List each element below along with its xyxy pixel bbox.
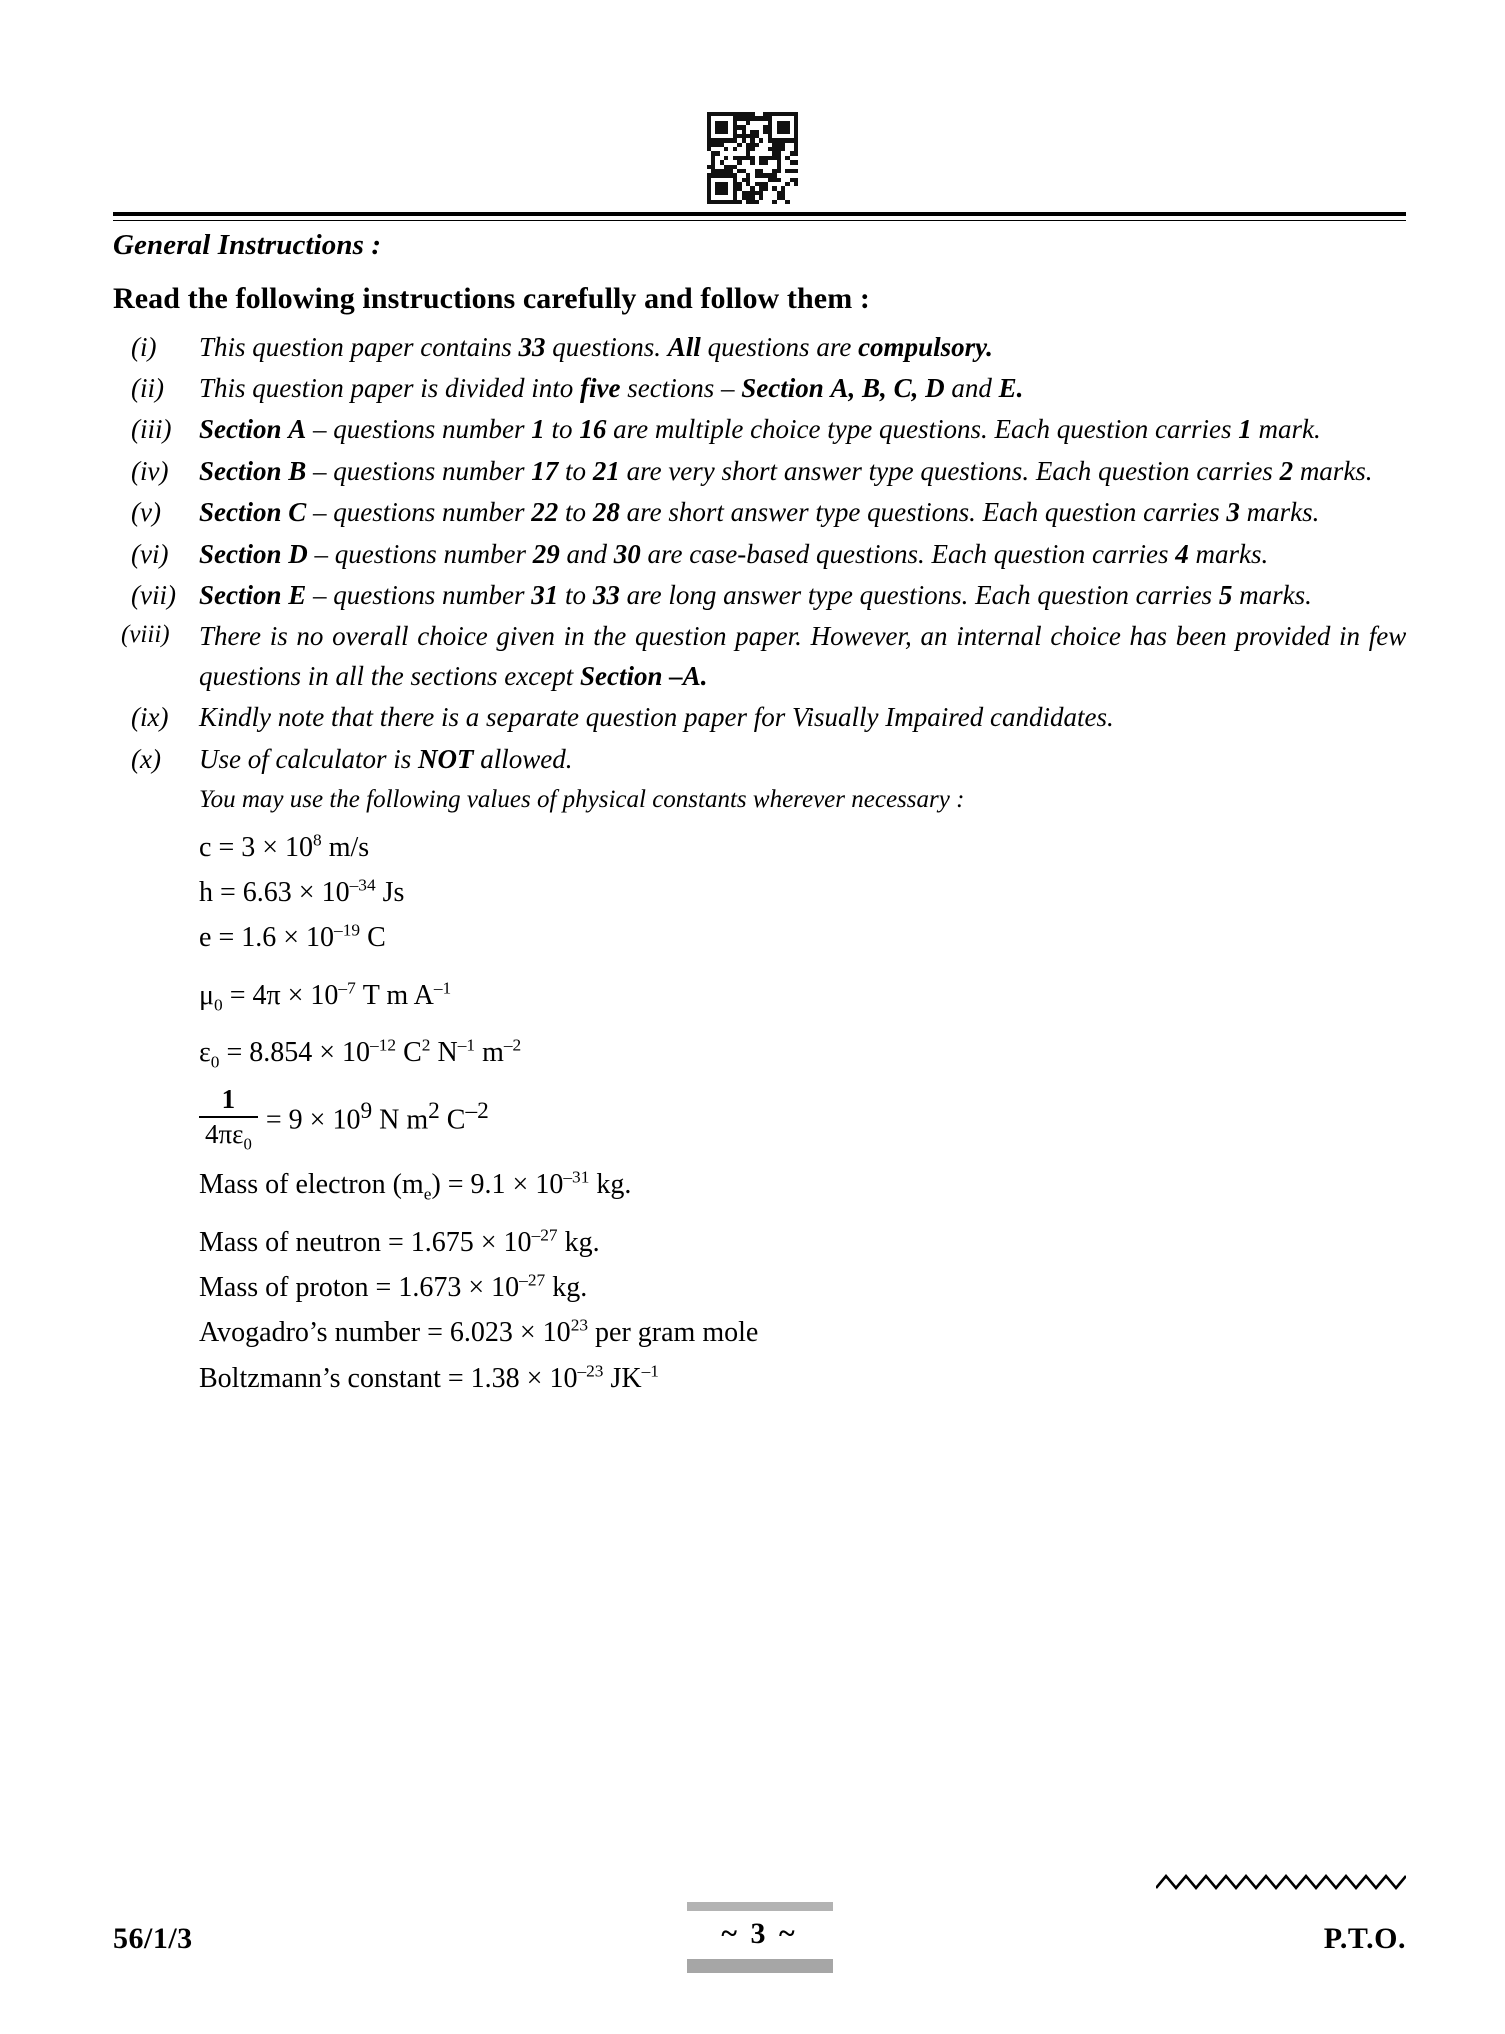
emphasis: –A. xyxy=(669,660,708,691)
fraction-numerator: 1 xyxy=(221,1084,236,1115)
constant-unit-exponent: –2 xyxy=(465,1098,489,1125)
constant-elementary-charge xyxy=(199,915,1406,960)
constant-avogadro-number: Avogadro’s number = $6.023 \times 10^{23}$ per gram mole xyxy=(199,1315,759,1349)
instruction-marker: (i) xyxy=(131,331,157,362)
instruction-item xyxy=(113,698,1406,737)
instruction-marker: (x) xyxy=(131,743,161,774)
instructions-list xyxy=(113,328,1406,779)
constant-unit-exponent: –2 xyxy=(503,1035,522,1055)
emphasis: 16 xyxy=(579,414,607,445)
emphasis: 21 xyxy=(592,455,620,486)
instruction-item xyxy=(113,452,1406,491)
emphasis: All xyxy=(667,331,701,362)
constant-subscript: 0 xyxy=(210,1052,220,1072)
constant-exponent: –27 xyxy=(531,1225,558,1245)
qr-code-container xyxy=(0,112,1505,204)
emphasis: 29 xyxy=(532,538,560,569)
instruction-marker: (vi) xyxy=(131,538,169,569)
instruction-text: Use of calculator is NOT allowed. xyxy=(199,743,573,774)
constant-exponent: –12 xyxy=(370,1035,397,1055)
fraction-denominator-subscript: 0 xyxy=(243,1134,252,1154)
page-number-bar-top xyxy=(687,1902,833,1911)
constant-unit: kg. xyxy=(557,1226,600,1258)
emphasis: Section xyxy=(579,660,663,691)
emphasis: A, xyxy=(830,373,856,404)
emphasis: five xyxy=(580,373,621,404)
page-title: General Instructions : xyxy=(113,229,382,261)
emphasis: 3 xyxy=(1226,497,1240,528)
constant-unit: JK xyxy=(603,1362,642,1394)
instruction-item xyxy=(113,576,1406,615)
emphasis: NOT xyxy=(418,743,474,774)
constant-permittivity xyxy=(199,1030,1406,1075)
instruction-item xyxy=(113,740,1406,779)
constant-value: = 3 × 10 xyxy=(218,831,314,863)
instruction-item xyxy=(113,535,1406,574)
constant-symbol: μ xyxy=(199,979,215,1011)
emphasis: D xyxy=(288,538,308,569)
constant-value: = 8.854 × 10 xyxy=(226,1037,371,1069)
constant-unit: C xyxy=(360,922,386,954)
constants-intro: You may use the following values of physical constants wherever necessary : xyxy=(199,786,965,814)
constant-unit: per gram mole xyxy=(588,1317,759,1349)
instruction-text: Section D – questions number 29 and 30 are case-based questions. Each question carries 4 marks. xyxy=(199,538,1269,569)
instructions-subheading: Read the following instructions carefully and follow them : xyxy=(113,282,870,316)
qr-code-icon xyxy=(707,112,799,204)
emphasis: Section xyxy=(199,538,282,569)
constant-unit: m xyxy=(475,1037,504,1069)
instruction-marker: (iii) xyxy=(131,414,172,445)
fraction-denominator xyxy=(199,1118,258,1154)
constant-exponent: –23 xyxy=(577,1361,604,1381)
coulomb-value: = $9 \times 10^9$ N $m^2$ $C^{-2}$ xyxy=(265,1098,489,1136)
constant-permeability xyxy=(199,973,1406,1018)
constant-symbol: ε xyxy=(199,1037,211,1069)
emphasis: Section xyxy=(199,497,282,528)
constant-mass-of-neutron: Mass of neutron = $1.675 \times 10^{-27}$ kg. xyxy=(199,1225,600,1258)
constant-mass-of-electron: Mass of electron $(m_e) = 9.1 \times 10^{-31}$ kg. xyxy=(199,1167,632,1204)
instruction-text: Section E – questions number 31 to 33 are long answer type questions. Each question carries 5 marks. xyxy=(199,580,1312,611)
constant-unit: C xyxy=(439,1104,466,1136)
emphasis: 33 xyxy=(518,331,546,362)
constant-unit: kg. xyxy=(589,1169,632,1201)
constant-subscript: e xyxy=(423,1184,432,1204)
pto-label: P.T.O. xyxy=(1323,1922,1406,1955)
emphasis: 1 xyxy=(1238,414,1252,445)
constant-symbol: c xyxy=(199,831,212,863)
constant-speed-of-light xyxy=(199,825,1406,870)
instruction-marker: (viii) xyxy=(121,621,170,649)
constant-value: = 1.6 × 10 xyxy=(218,922,335,954)
constant-unit: N xyxy=(430,1037,458,1069)
emphasis: D xyxy=(925,373,945,404)
instruction-marker: (ii) xyxy=(131,373,164,404)
constant-exponent: 9 xyxy=(360,1098,373,1125)
constant-planck xyxy=(199,870,1406,915)
emphasis: Section xyxy=(199,455,282,486)
emphasis: 5 xyxy=(1218,580,1233,611)
paper-code: 56/1/3 xyxy=(113,1922,193,1955)
constant-exponent: –19 xyxy=(334,921,361,940)
emphasis: 31 xyxy=(531,580,559,611)
coulomb-fraction xyxy=(199,1084,258,1154)
emphasis: compulsory. xyxy=(858,331,993,362)
constant-unit-exponent: 2 xyxy=(428,1098,440,1125)
constant-symbol: h xyxy=(199,876,213,908)
instruction-marker: (iv) xyxy=(131,455,169,486)
constant-symbol: e xyxy=(199,922,212,954)
instruction-marker: (v) xyxy=(131,497,161,528)
page-number-bar-bottom xyxy=(687,1959,833,1973)
fraction-denominator-text: 4πε xyxy=(205,1119,244,1150)
instructions-section xyxy=(113,226,1406,1401)
physical-constants-block xyxy=(113,781,1406,1401)
emphasis: C, xyxy=(893,373,919,404)
constant-unit-exponent: –1 xyxy=(457,1035,476,1055)
emphasis: C xyxy=(288,497,307,528)
constant-mass-of-proton: Mass of proton = $1.673 \times 10^{-27}$ kg. xyxy=(199,1270,588,1303)
instruction-text: There is no overall choice given in the question paper. However, an internal choice has been provided in few questions in all the sections except Section –A. xyxy=(199,621,1407,691)
instruction-item xyxy=(113,410,1406,449)
emphasis: Section xyxy=(199,414,282,445)
constant-exponent: 8 xyxy=(313,830,322,850)
emphasis: E. xyxy=(998,373,1024,404)
constant-value: = 4π × 10 xyxy=(229,979,339,1011)
instruction-text: This question paper is divided into five sections – Section A, B, C, D and E. xyxy=(199,373,1024,404)
emphasis: Section xyxy=(199,580,282,611)
emphasis: 30 xyxy=(613,538,641,569)
constant-exponent: –27 xyxy=(519,1270,546,1290)
constant-unit: Js xyxy=(375,876,405,908)
constant-unit-exponent: 2 xyxy=(421,1035,431,1055)
emphasis: 1 xyxy=(531,414,545,445)
constant-exponent: 23 xyxy=(570,1315,589,1335)
constant-exponent: –34 xyxy=(349,875,376,895)
emphasis: Section xyxy=(741,373,824,404)
emphasis: 33 xyxy=(592,580,620,611)
emphasis: 2 xyxy=(1279,455,1294,486)
constant-unit: kg. xyxy=(545,1271,588,1303)
constant-exponent: –31 xyxy=(563,1167,590,1187)
constant-value: = 6.63 × 10 xyxy=(220,876,350,908)
header-divider xyxy=(113,212,1406,221)
emphasis: E xyxy=(288,580,307,611)
page-footer xyxy=(113,1864,1406,2034)
emphasis: B xyxy=(288,455,307,486)
emphasis: 4 xyxy=(1175,538,1189,569)
page-number: ~ 3 ~ xyxy=(721,1917,798,1950)
instruction-text: Kindly note that there is a separate question paper for Visually Impaired candidates. xyxy=(199,702,1114,733)
emphasis: B, xyxy=(862,373,887,404)
instruction-item xyxy=(113,493,1406,532)
constant-unit: N m xyxy=(372,1104,429,1136)
zigzag-decoration xyxy=(1156,1872,1406,1892)
constant-subscript: 0 xyxy=(214,995,223,1015)
instruction-marker: (ix) xyxy=(131,702,169,733)
emphasis: 17 xyxy=(531,455,559,486)
constant-unit: m/s xyxy=(321,831,370,863)
page-number-block xyxy=(685,1902,835,1973)
constant-unit: T m A xyxy=(355,979,434,1011)
constant-unit-exponent: –1 xyxy=(433,978,452,998)
emphasis: 28 xyxy=(592,497,620,528)
instruction-item xyxy=(113,369,1406,408)
instruction-text: This question paper contains 33 questions. All questions are compulsory. xyxy=(199,331,993,362)
constant-coulomb xyxy=(199,1084,1406,1154)
constant-unit-exponent: –1 xyxy=(641,1361,659,1381)
instruction-marker: (vii) xyxy=(131,580,176,611)
emphasis: 22 xyxy=(531,497,559,528)
instruction-item xyxy=(113,617,1406,696)
constant-exponent: –7 xyxy=(338,978,356,998)
constant-unit: C xyxy=(396,1037,422,1069)
constant-boltzmann: Boltzmann’s constant = $1.38 \times 10^{-23}$ $JK^{-1}$ xyxy=(199,1361,659,1394)
emphasis: A xyxy=(288,414,307,445)
instruction-text: Section C – questions number 22 to 28 are short answer type questions. Each question carries 3 marks. xyxy=(199,497,1320,528)
instruction-text: Section B – questions number 17 to 21 are very short answer type questions. Each question carries 2 marks. xyxy=(199,455,1373,486)
instruction-item xyxy=(113,328,1406,367)
instruction-text: Section A – questions number 1 to 16 are multiple choice type questions. Each question carries 1 mark. xyxy=(199,414,1321,445)
